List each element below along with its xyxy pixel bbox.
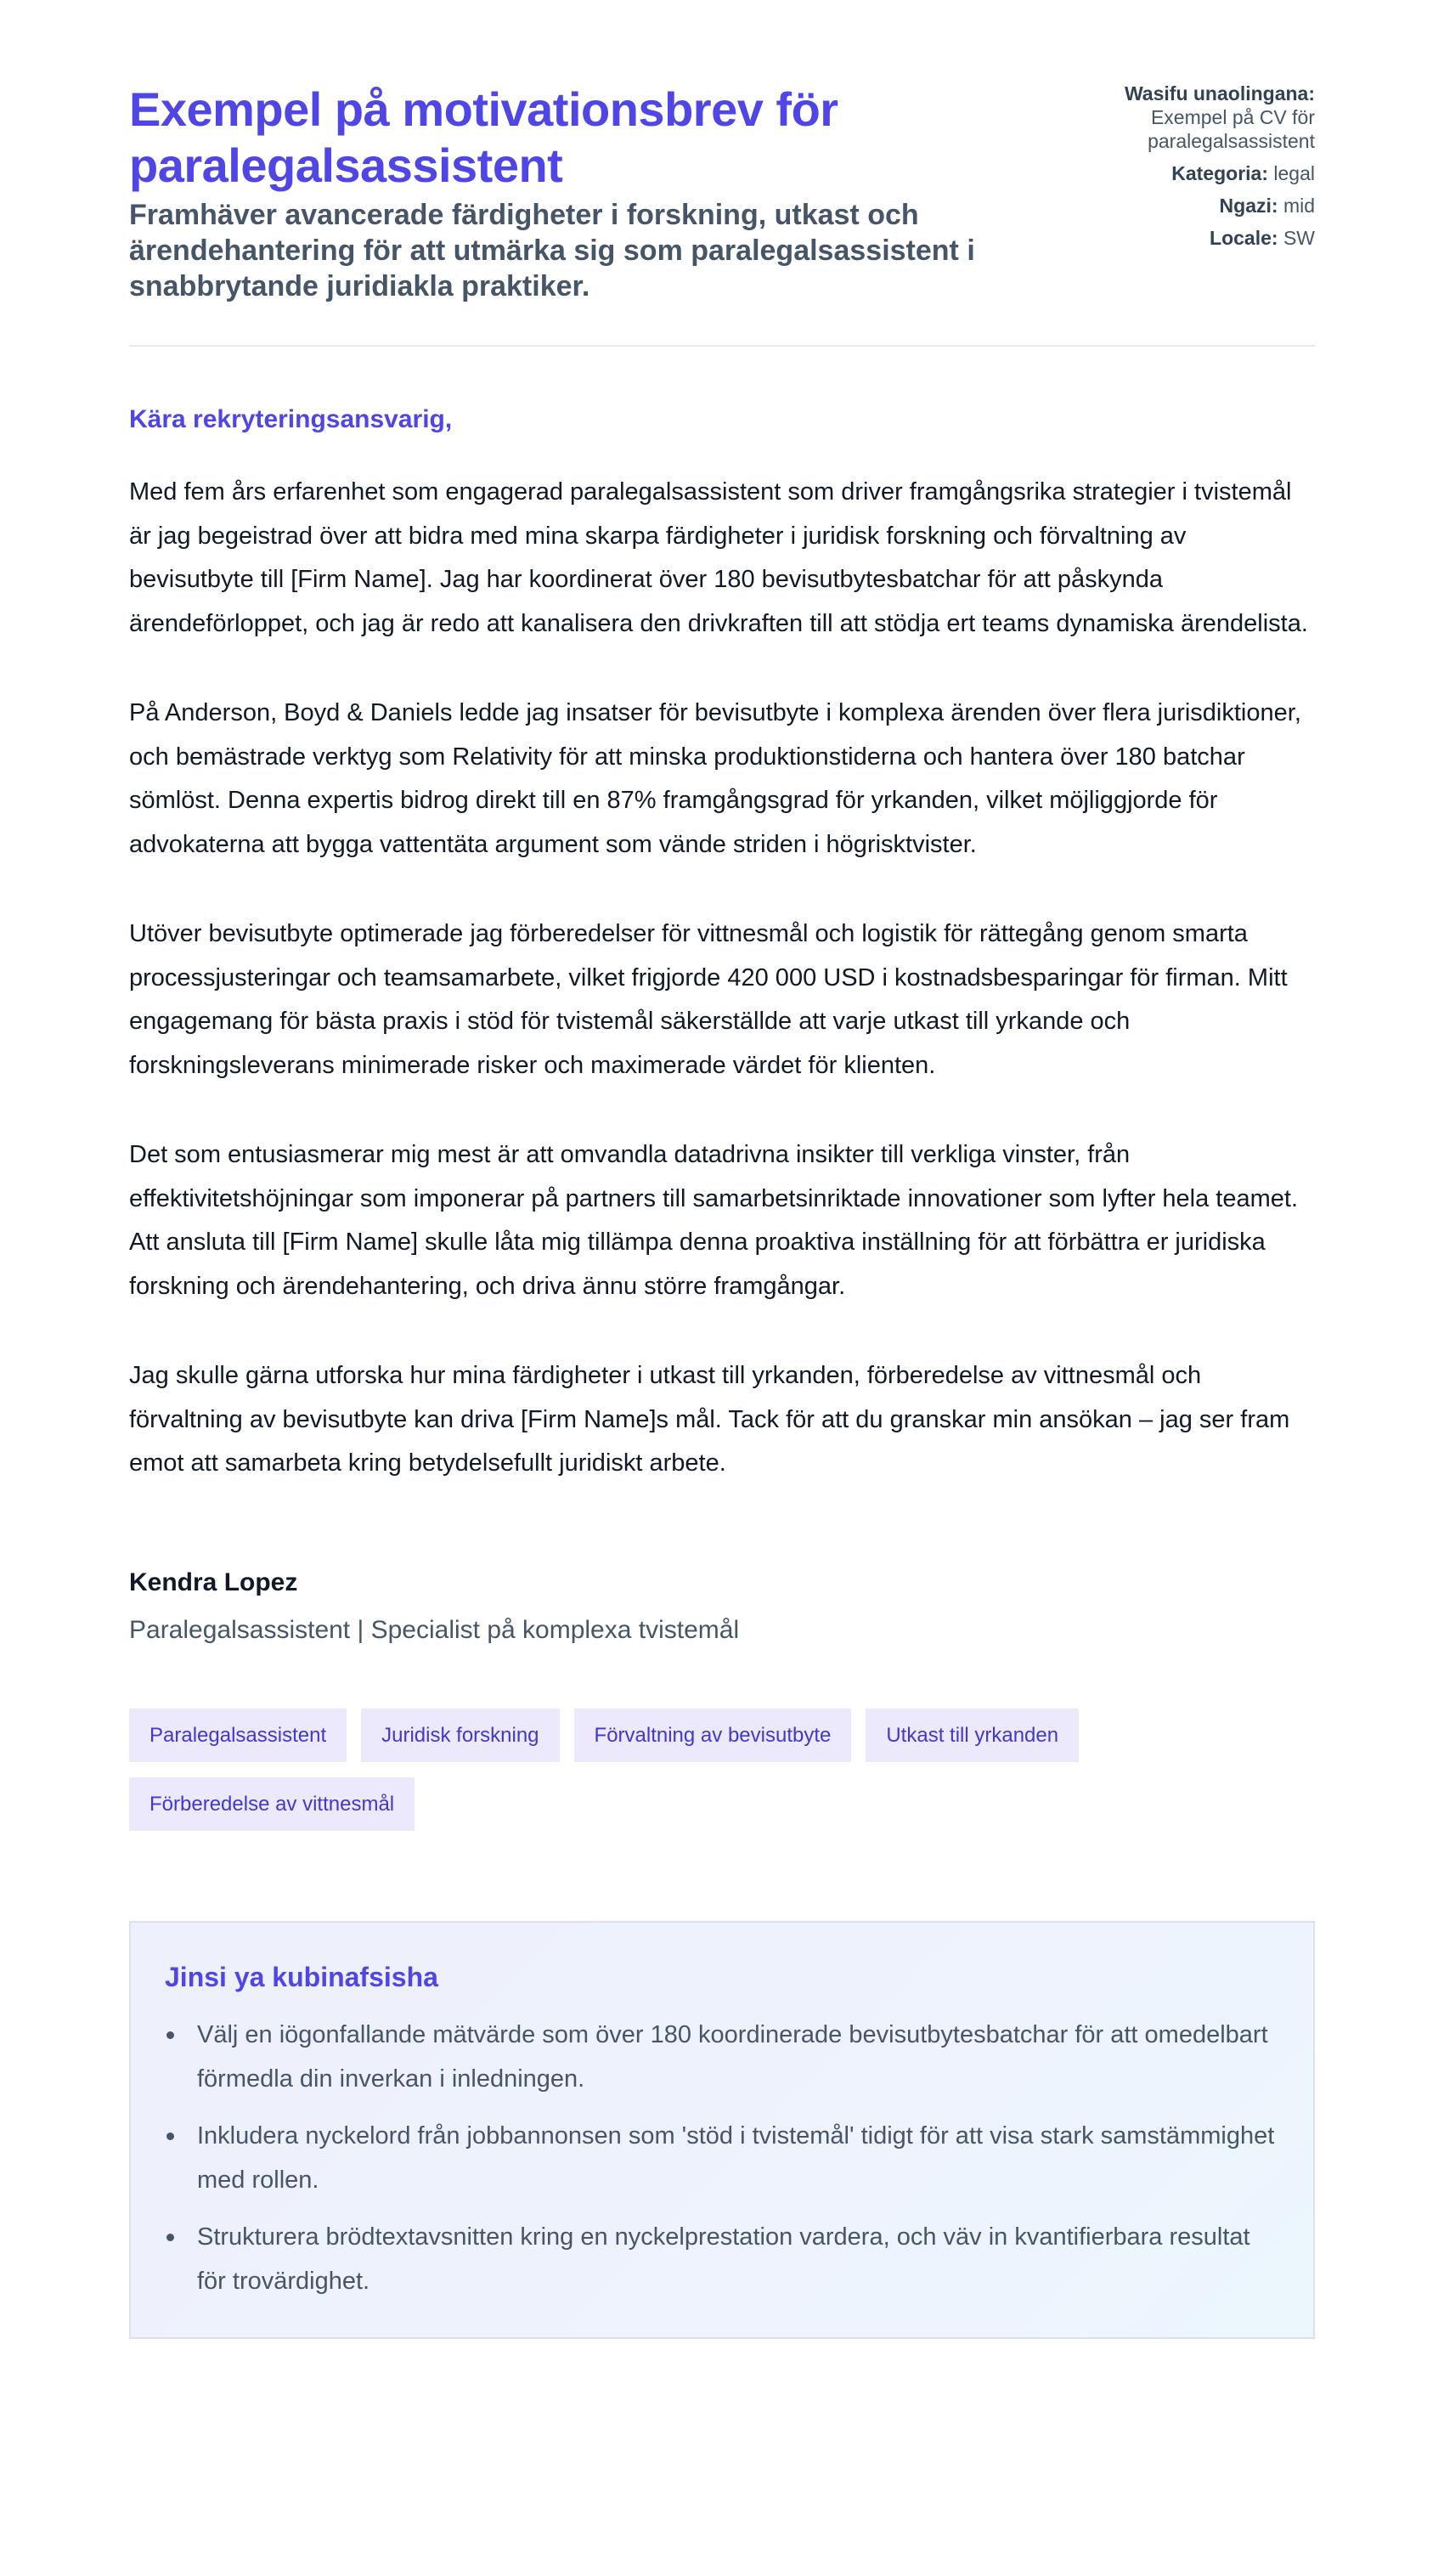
tip-item bbox=[165, 2215, 1279, 2303]
skill-tag[interactable]: Utkast till yrkanden bbox=[866, 1709, 1079, 1762]
meta-level bbox=[1060, 194, 1315, 217]
signature-title: Paralegalsassistent | Specialist på komplexa tvistemål bbox=[129, 1615, 740, 1644]
cover-letter-page bbox=[129, 82, 1315, 2339]
page-title: Exempel på motivationsbrev för paralegalsassistent bbox=[129, 82, 838, 192]
tip-item bbox=[165, 2013, 1279, 2101]
skill-tags bbox=[129, 1709, 1233, 1831]
bullet-icon bbox=[166, 2031, 174, 2039]
letter-paragraph: Utöver bevisutbyte optimerade jag förberedelser för vittnesmål och logistik för rättegång genom smarta processjusteringar och teamsamarbete, vilket frigjorde 420 000 USD i kostnadsbesparingar för firman. Mitt engagemang för bästa praxis i stöd för tvistemål säkerställde att varje utkast till yrkande och forskningsleverans minimerade risker och maximerade värdet för klienten. bbox=[129, 920, 1288, 1079]
meta-locale-value: SW bbox=[1283, 227, 1315, 249]
meta-locale bbox=[1060, 226, 1315, 250]
tips-list bbox=[165, 2013, 1279, 2303]
letter-paragraph: Jag skulle gärna utforska hur mina färdigheter i utkast till yrkanden, förberedelse av vittnesmål och förvaltning av bevisutbyte kan driva [Firm Name]s mål. Tack för att du granskar min ansökan – jag ser fram emot att samarbeta kring betydelsefullt juridiskt arbete. bbox=[129, 1362, 1290, 1477]
skill-tag[interactable]: Juridisk forskning bbox=[361, 1709, 559, 1762]
signature-name: Kendra Lopez bbox=[129, 1568, 298, 1596]
skill-tag[interactable]: Förvaltning av bevisutbyte bbox=[574, 1709, 852, 1762]
bullet-icon bbox=[166, 2133, 174, 2140]
tip-text: Inkludera nyckelord från jobbannonsen som 'stöd i tvistemål' tidigt för att visa stark samstämmighet med rollen. bbox=[197, 2121, 1275, 2194]
page-subtitle: Framhäver avancerade färdigheter i forskning, utkast och ärendehantering för att utmärka sig som paralegalsassistent i snabbrytande juridiakla praktiker. bbox=[129, 199, 975, 302]
tip-text: Strukturera brödtextavsnitten kring en nyckelprestation vardera, och väv in kvantifierbara resultat för trovärdighet. bbox=[197, 2223, 1250, 2295]
tips-title: Jinsi ya kubinafsisha bbox=[165, 1961, 438, 1992]
letter-paragraph: På Anderson, Boyd & Daniels ledde jag insatser för bevisutbyte i komplexa ärenden över flera jurisdiktioner, och bemästrade verktyg som Relativity för att minska produktionstiderna och hantera över 180 batchar sömlöst. Denna expertis bidrog direkt till en 87% framgångsgrad för yrkanden, vilket möjliggjorde för advokaterna att bygga vattentäta argument som vände striden i högrisktvister. bbox=[129, 699, 1301, 858]
signature-block bbox=[129, 1566, 1315, 1647]
meta-category-value: legal bbox=[1273, 162, 1315, 184]
header-titles bbox=[129, 82, 1046, 304]
skill-tag[interactable]: Paralegalsassistent bbox=[129, 1709, 347, 1762]
meta-related-resume bbox=[1060, 82, 1315, 153]
letter-body bbox=[129, 403, 1315, 1647]
letter-paragraph: Det som entusiasmerar mig mest är att omvandla datadrivna insikter till verkliga vinster, från effektivitetshöjningar som imponerar på partners till samarbetsinriktade innovationer som lyfter hela teamet. Att ansluta till [Firm Name] skulle låta mig tillämpa denna proaktiva inställning för att förbättra er juridiska forskning och ärendehantering, och driva ännu större framgångar. bbox=[129, 1141, 1299, 1300]
meta-related-value[interactable]: Exempel på CV för paralegalsassistent bbox=[1148, 106, 1315, 152]
meta-panel bbox=[1060, 82, 1315, 258]
meta-level-value: mid bbox=[1283, 195, 1315, 217]
customization-tips-box bbox=[129, 1921, 1315, 2339]
meta-category-label: Kategoria: bbox=[1171, 162, 1268, 184]
meta-locale-label: Locale: bbox=[1210, 227, 1278, 249]
tip-item bbox=[165, 2114, 1279, 2202]
bullet-icon bbox=[166, 2234, 174, 2241]
meta-related-label: Wasifu unaolingana: bbox=[1124, 82, 1315, 105]
meta-level-label: Ngazi: bbox=[1219, 195, 1278, 217]
letter-paragraph: Med fem års erfarenhet som engagerad paralegalsassistent som driver framgångsrika strategier i tvistemål är jag begeistrad över att bidra med mina skarpa färdigheter i juridisk forskning och förvaltning av bevisutbyte till [Firm Name]. Jag har koordinerat över 180 bevisutbytesbatchar för att påskynda ärendeförloppet, och jag är redo att kanalisera den drivkraften till att stödja ert teams dynamiska ärendelista. bbox=[129, 478, 1308, 637]
skill-tag[interactable]: Förberedelse av vittnesmål bbox=[129, 1777, 415, 1831]
salutation: Kära rekryteringsansvarig, bbox=[129, 405, 453, 433]
tip-text: Välj en iögonfallande mätvärde som över 180 koordinerade bevisutbytesbatchar för att omedelbart förmedla din inverkan i inledningen. bbox=[197, 2020, 1268, 2093]
page-header bbox=[129, 82, 1315, 347]
meta-category bbox=[1060, 161, 1315, 185]
